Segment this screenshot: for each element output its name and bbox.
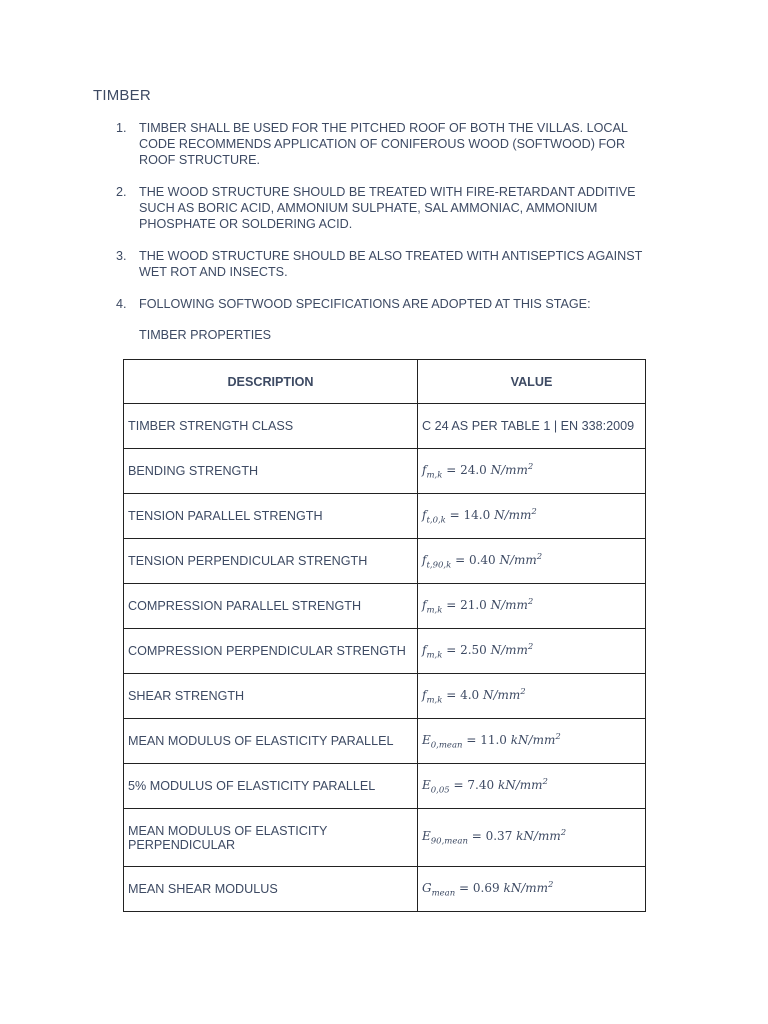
row-value [418, 764, 646, 809]
list-number: 1. [116, 121, 127, 135]
list-text: THE WOOD STRUCTURE SHOULD BE TREATED WITH FIRE-RETARDANT ADDITIVE SUCH AS BORIC ACID, AMMONIUM SULPHATE, SAL AMMONIAC, AMMONIUM PHOSPHATE OR SOLDERING ACID. [139, 185, 636, 231]
list-text: TIMBER SHALL BE USED FOR THE PITCHED ROOF OF BOTH THE VILLAS. LOCAL CODE RECOMMENDS APPLICATION OF CONIFEROUS WOOD (SOFTWOOD) FOR ROOF STRUCTURE. [139, 121, 628, 167]
row-value [418, 809, 646, 867]
row-description: COMPRESSION PARALLEL STRENGTH [124, 584, 418, 629]
table-row [124, 404, 646, 449]
list-item [116, 296, 661, 312]
timber-properties-table [123, 359, 646, 912]
list-item [116, 184, 661, 232]
table-row [124, 494, 646, 539]
row-value: C 24 AS PER TABLE 1 | EN 338:2009 [418, 404, 646, 449]
formula: $f_{m,k} = 4.0$ $N/mm^2$ [422, 686, 526, 706]
row-value [418, 674, 646, 719]
row-value [418, 539, 646, 584]
row-value [418, 629, 646, 674]
row-description: COMPRESSION PERPENDICULAR STRENGTH [124, 629, 418, 674]
row-description: TENSION PARALLEL STRENGTH [124, 494, 418, 539]
row-description: MEAN MODULUS OF ELASTICITY PERPENDICULAR [124, 809, 418, 867]
list-number: 3. [116, 249, 127, 263]
table-row [124, 584, 646, 629]
table-header-row [124, 360, 646, 404]
row-description: BENDING STRENGTH [124, 449, 418, 494]
formula: $f_{t,90,k} = 0.40$ $N/mm^2$ [422, 551, 543, 571]
row-value [418, 449, 646, 494]
list-text: THE WOOD STRUCTURE SHOULD BE ALSO TREATED WITH ANTISEPTICS AGAINST WET ROT AND INSECTS. [139, 249, 643, 279]
row-value [418, 584, 646, 629]
row-description: TENSION PERPENDICULAR STRENGTH [124, 539, 418, 584]
formula: $E_{0,05} = 7.40$ $kN/mm^2$ [422, 776, 548, 796]
formula: $G_{mean} = 0.69$ $kN/mm^2$ [422, 879, 554, 899]
list-item [116, 120, 661, 168]
table-title: TIMBER PROPERTIES [139, 328, 272, 342]
formula: $E_{90,mean} = 0.37$ $kN/mm^2$ [422, 828, 567, 847]
list-item [116, 248, 661, 280]
row-description: SHEAR STRENGTH [124, 674, 418, 719]
table-row [124, 809, 646, 867]
list-text: FOLLOWING SOFTWOOD SPECIFICATIONS ARE ADOPTED AT THIS STAGE: [139, 297, 591, 311]
list-number: 2. [116, 185, 127, 199]
row-description: MEAN SHEAR MODULUS [124, 867, 418, 912]
formula: $f_{m,k} = 21.0$ $N/mm^2$ [422, 596, 534, 616]
table-row [124, 867, 646, 912]
row-value [418, 867, 646, 912]
table-row [124, 764, 646, 809]
table-row [124, 719, 646, 764]
row-description: 5% MODULUS OF ELASTICITY PARALLEL [124, 764, 418, 809]
formula: $E_{0,mean} = 11.0$ $kN/mm^2$ [422, 731, 561, 751]
header-value: VALUE [418, 360, 646, 404]
formula: $f_{m,k} = 2.50$ $N/mm^2$ [422, 641, 534, 661]
table-row [124, 629, 646, 674]
row-description: TIMBER STRENGTH CLASS [124, 404, 418, 449]
row-value [418, 494, 646, 539]
list-number: 4. [116, 297, 127, 311]
table-row [124, 449, 646, 494]
formula: $f_{m,k} = 24.0$ $N/mm^2$ [422, 461, 534, 481]
row-description: MEAN MODULUS OF ELASTICITY PARALLEL [124, 719, 418, 764]
table-row [124, 539, 646, 584]
header-description: DESCRIPTION [124, 360, 418, 404]
page-title: TIMBER [93, 87, 151, 104]
row-value [418, 719, 646, 764]
numbered-list [116, 120, 661, 312]
table-row [124, 674, 646, 719]
formula: $f_{t,0,k} = 14.0$ $N/mm^2$ [422, 506, 537, 526]
